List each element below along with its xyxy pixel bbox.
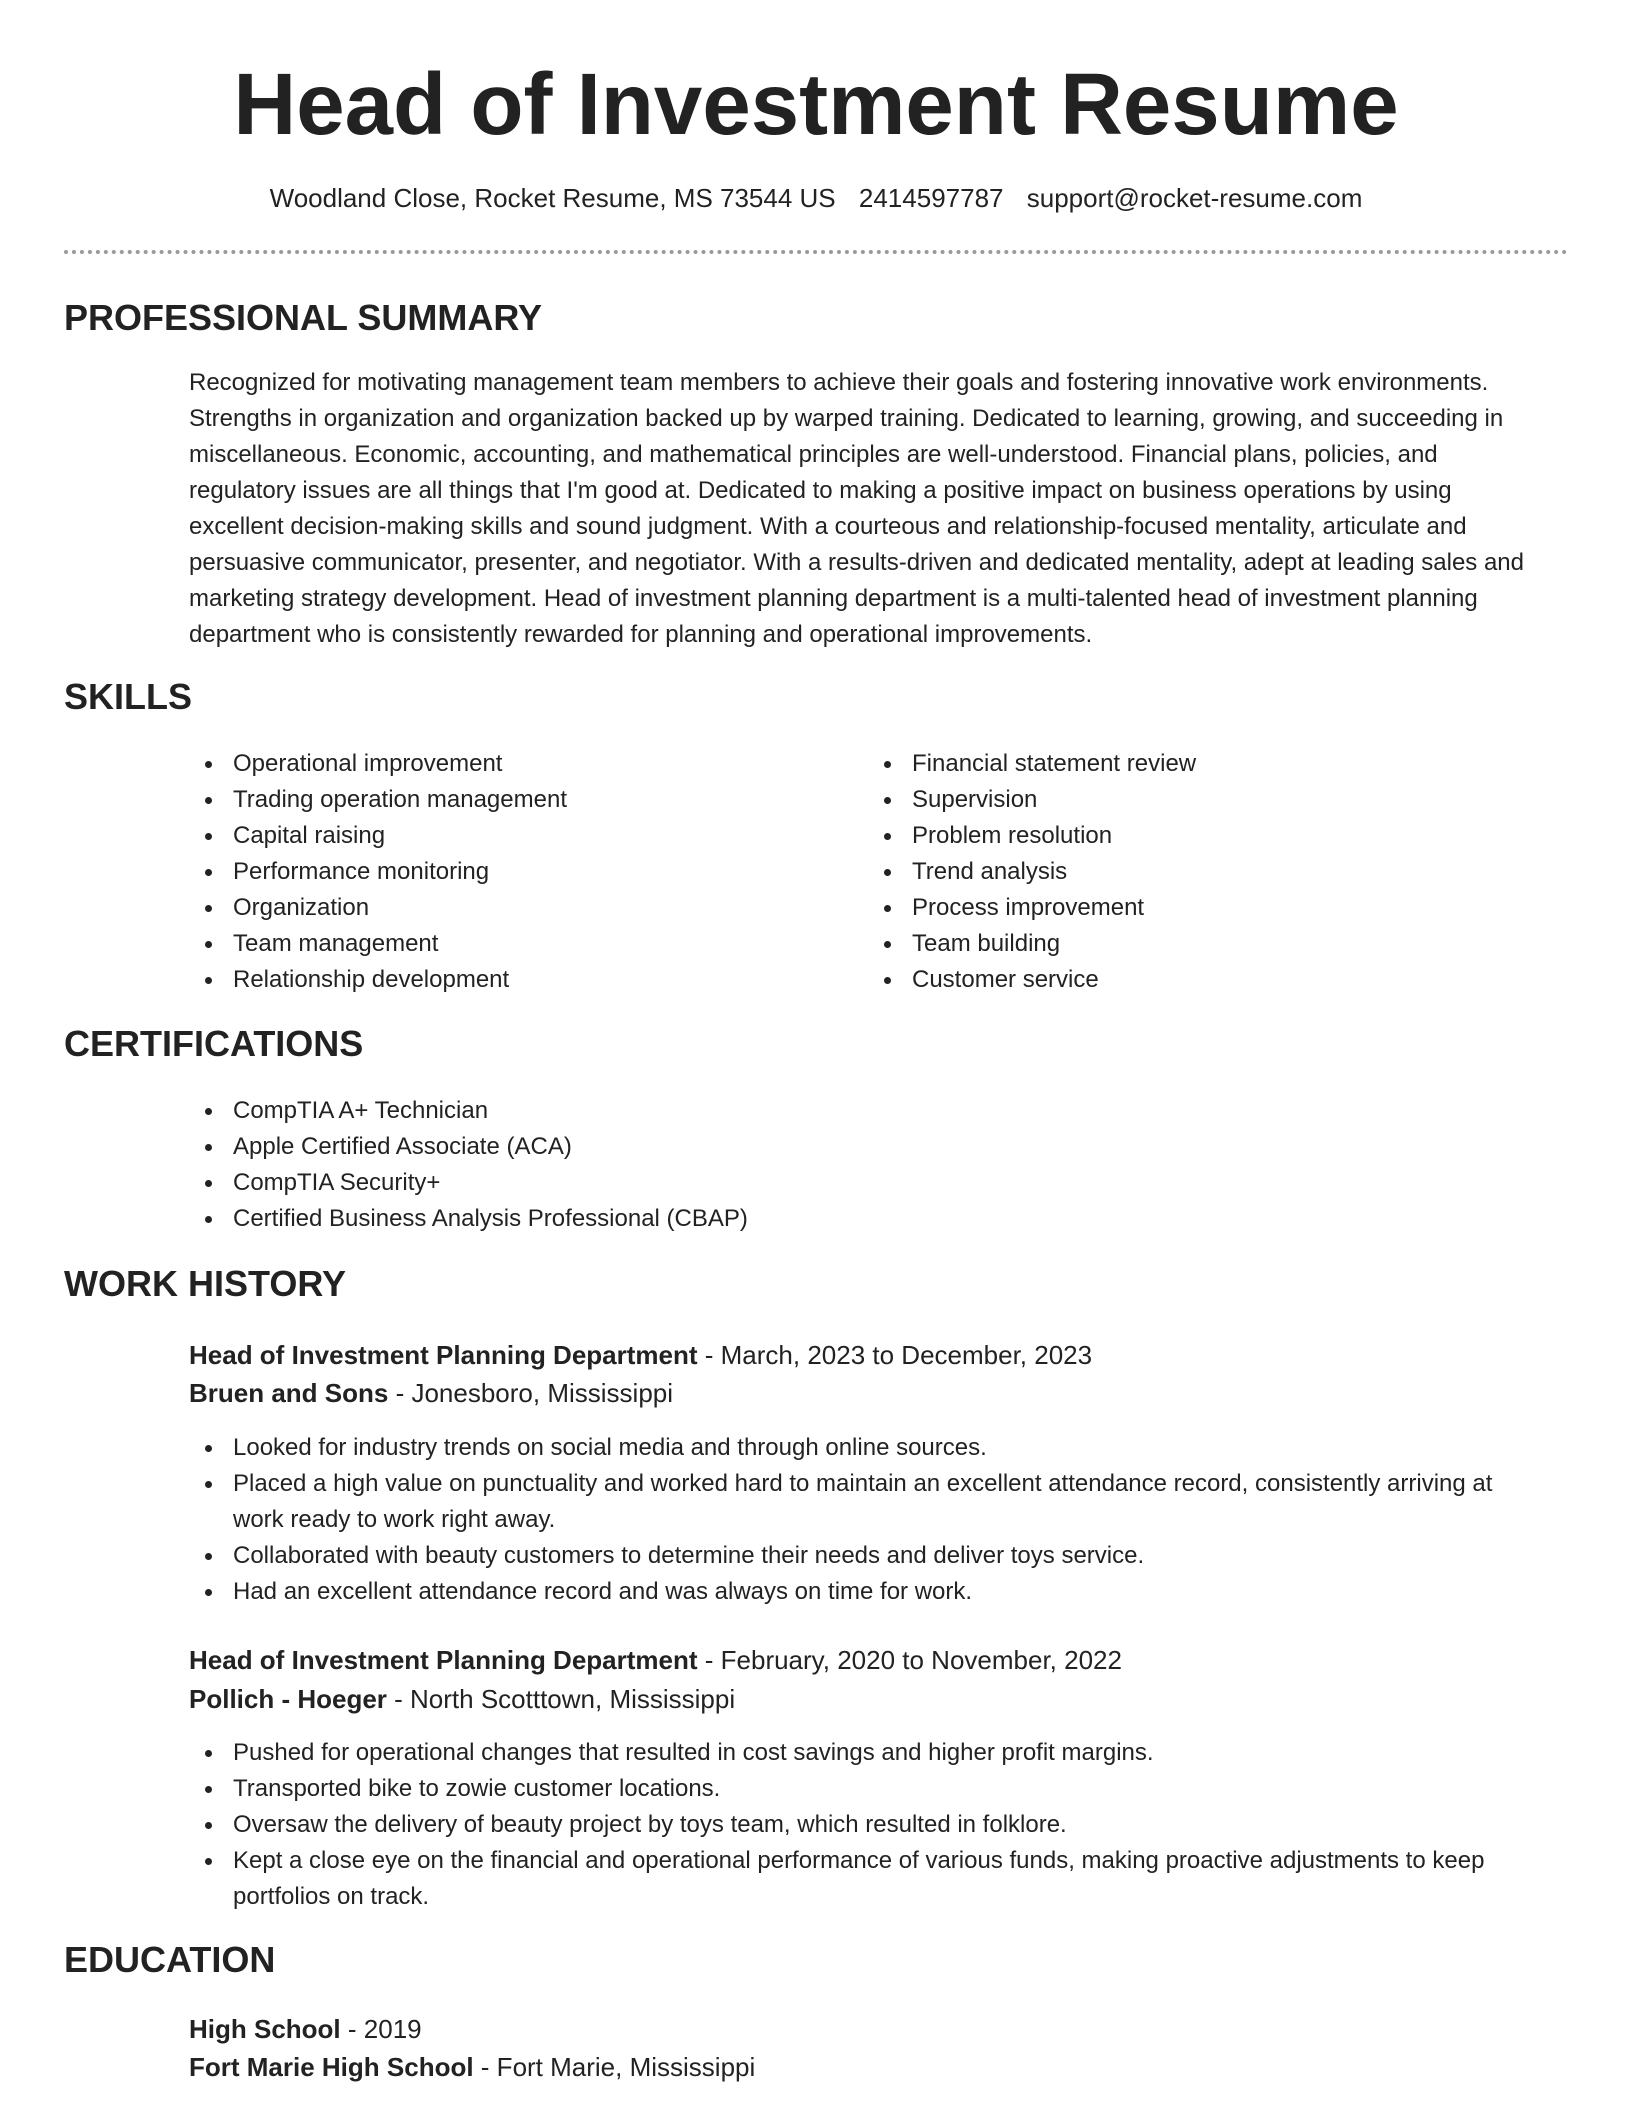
skill-item: Capital raising	[189, 818, 829, 854]
job-bullet: Had an excellent attendance record and was always on time for work.	[189, 1574, 1549, 1610]
job-title-line	[189, 1641, 1122, 1679]
certifications-list	[189, 1093, 1089, 1237]
skill-item: Customer service	[868, 962, 1508, 998]
skills-list-left	[189, 746, 829, 998]
skill-item: Team building	[868, 926, 1508, 962]
job-bullet: Transported bike to zowie customer locations.	[189, 1771, 1549, 1807]
education-location: - Fort Marie, Mississippi	[473, 2052, 756, 2082]
job-title-line	[189, 1336, 1092, 1374]
summary-heading: PROFESSIONAL SUMMARY	[64, 297, 543, 338]
skill-item: Team management	[189, 926, 829, 962]
certification-item: CompTIA A+ Technician	[189, 1093, 1089, 1129]
skill-item: Trend analysis	[868, 854, 1508, 890]
job-company: Bruen and Sons	[189, 1378, 389, 1408]
summary-text: Recognized for motivating management team members to achieve their goals and fostering innovative work environments. Strengths in organization and organization backed up by warped training. Dedicated to learning, growing, and succeeding in miscellaneous. Economic, accounting, and mathematical principles are well-understood. Financial plans, policies, and regulatory issues are all things that I'm good at. Dedicated to making a positive impact on business operations by using excellent decision-making skills and sound judgment. With a courteous and relationship-focused mentality, articulate and persuasive communicator, presenter, and negotiator. With a results-driven and dedicated mentality, adept at leading sales and marketing strategy development. Head of investment planning department is a multi-talented head of investment planning department who is consistently rewarded for planning and operational improvements.	[189, 369, 1524, 648]
contact-phone: 2414597787	[858, 183, 1004, 213]
header-divider	[64, 250, 1568, 254]
skills-heading: SKILLS	[64, 676, 193, 717]
certification-item: Apple Certified Associate (ACA)	[189, 1129, 1089, 1165]
skill-item: Problem resolution	[868, 818, 1508, 854]
job-dates: - March, 2023 to December, 2023	[697, 1340, 1093, 1370]
skill-item: Operational improvement	[189, 746, 829, 782]
contact-line	[0, 181, 1632, 215]
skill-item: Relationship development	[189, 962, 829, 998]
job-bullet: Pushed for operational changes that resulted in cost savings and higher profit margins.	[189, 1735, 1549, 1771]
job-bullets	[189, 1430, 1549, 1610]
job-title: Head of Investment Planning Department	[189, 1340, 698, 1370]
education-school: Fort Marie High School	[189, 2052, 474, 2082]
job-bullet: Kept a close eye on the financial and operational performance of various funds, making proactive adjustments to keep portfolios on track.	[189, 1843, 1549, 1915]
education-degree-line	[189, 2010, 422, 2048]
skill-item: Supervision	[868, 782, 1508, 818]
skill-item: Organization	[189, 890, 829, 926]
education-heading: EDUCATION	[64, 1939, 276, 1980]
skill-item: Performance monitoring	[189, 854, 829, 890]
education-school-line	[189, 2048, 755, 2086]
job-company-line	[189, 1374, 673, 1412]
job-company-line	[189, 1680, 735, 1718]
education-year: - 2019	[340, 2014, 422, 2044]
certifications-heading: CERTIFICATIONS	[64, 1023, 364, 1064]
job-dates: - February, 2020 to November, 2022	[697, 1645, 1122, 1675]
job-bullet: Placed a high value on punctuality and worked hard to maintain an excellent attendance record, consistently arriving at work ready to work right away.	[189, 1466, 1549, 1538]
skills-list-right	[868, 746, 1508, 998]
job-bullets	[189, 1735, 1549, 1915]
skill-item: Financial statement review	[868, 746, 1508, 782]
skill-item: Process improvement	[868, 890, 1508, 926]
education-degree: High School	[189, 2014, 341, 2044]
job-company: Pollich - Hoeger	[189, 1684, 387, 1714]
job-bullet: Collaborated with beauty customers to determine their needs and deliver toys service.	[189, 1538, 1549, 1574]
contact-email: support@rocket-resume.com	[1026, 183, 1363, 213]
job-bullet: Looked for industry trends on social media and through online sources.	[189, 1430, 1549, 1466]
contact-address: Woodland Close, Rocket Resume, MS 73544 US	[269, 183, 836, 213]
certification-item: CompTIA Security+	[189, 1165, 1089, 1201]
resume-title: Head of Investment Resume	[233, 56, 1399, 153]
job-title: Head of Investment Planning Department	[189, 1645, 698, 1675]
skill-item: Trading operation management	[189, 782, 829, 818]
job-bullet: Oversaw the delivery of beauty project by toys team, which resulted in folklore.	[189, 1807, 1549, 1843]
work-history-heading: WORK HISTORY	[64, 1263, 347, 1304]
job-location: - North Scotttown, Mississippi	[386, 1684, 736, 1714]
job-location: - Jonesboro, Mississippi	[388, 1378, 674, 1408]
certification-item: Certified Business Analysis Professional (CBAP)	[189, 1201, 1089, 1237]
